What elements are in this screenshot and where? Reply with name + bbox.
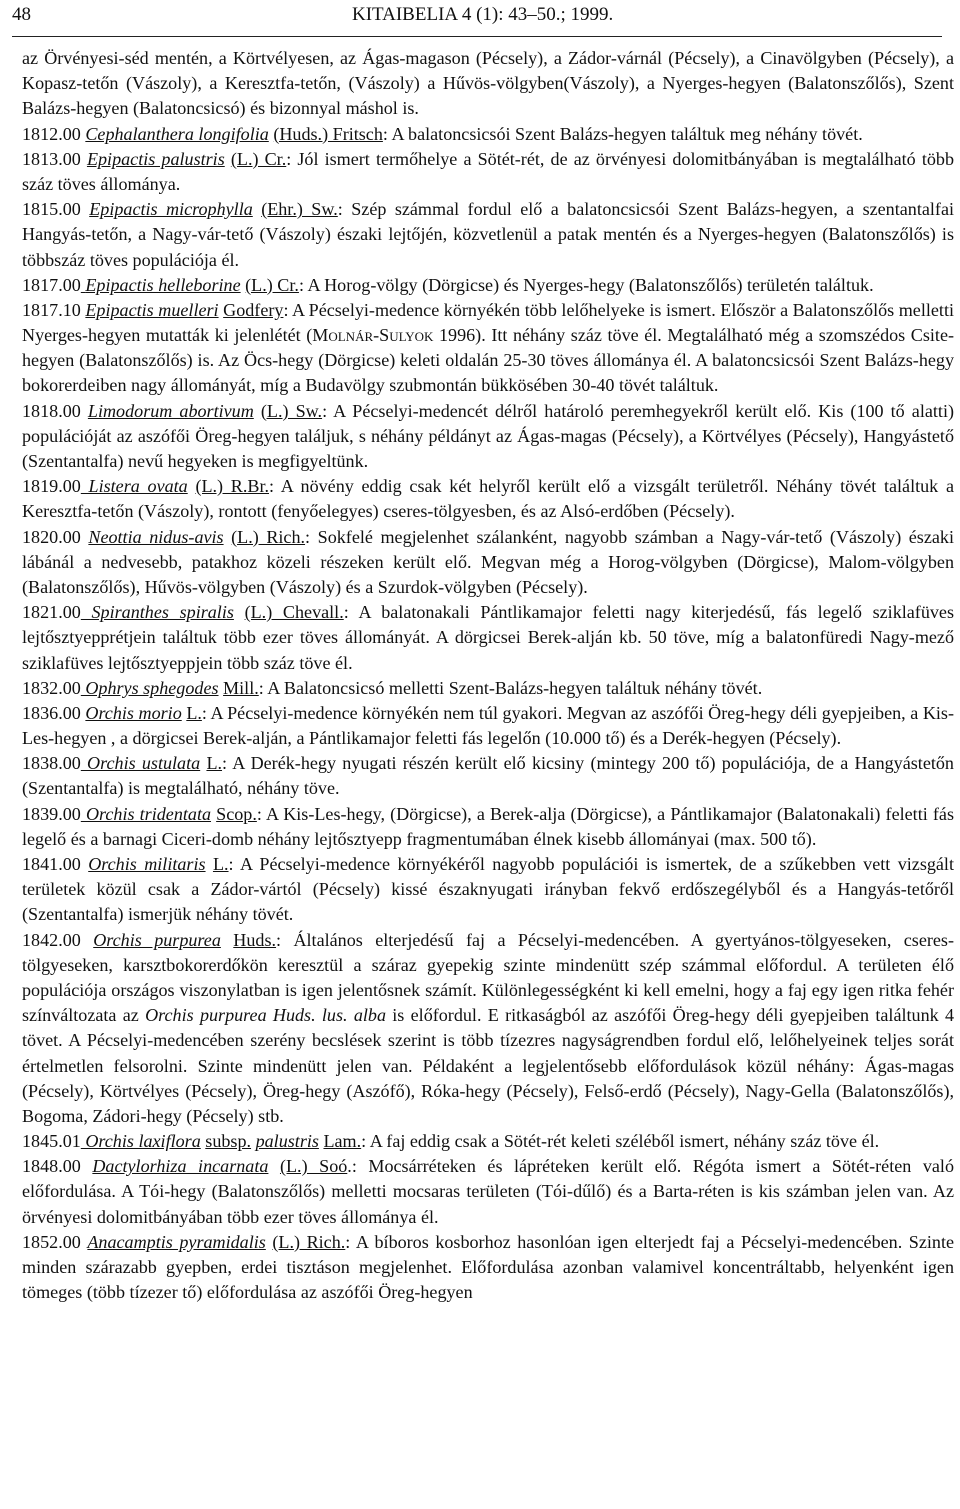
species-entry — [22, 1230, 954, 1306]
species-entry — [22, 600, 954, 676]
species-entry — [22, 474, 954, 524]
species-entry — [22, 399, 954, 475]
species-name: Epipactis palustris — [86, 148, 225, 169]
entry-code: 1845.01 — [22, 1131, 81, 1152]
entry-text: : A balatonakali Pántlikamajor feletti nagy kiterjedésű, fás legelő sziklafüves lejtősztyepprétjein találtuk több ezer töves állományát. A dörgicsei Berek-alján kb. 50 töve, míg a balatonfüredi Nagy-mező sziklafüves lejtősztyeppjein több száz töve él. — [22, 602, 954, 673]
species-entry — [22, 1129, 954, 1154]
species-author: (L.) R.Br. — [195, 476, 269, 497]
species-name: Orchis morio — [85, 702, 182, 723]
entry-text: .: Mocsárréteken és lápréteken került elő. Régóta ismert a Sötét-réten való előfordulása. A Tói-hegy (Balatonszőlős) melletti mocsaras területen (Tói-dűlő) és a Barta-réten is kis számban jelen van. Az örvényesi dolomitbányában több ezer töves állománya él. — [22, 1156, 955, 1227]
entry-code: 1838.00 — [22, 753, 81, 774]
species-author: Huds. — [233, 929, 277, 950]
entry-text: : A Kis-Les-hegy, (Dörgicse), a Berek-alja (Dörgicse), a Pántlikamajor (Balatonakali) feletti fás legelő és a barnagi Ciceri-domb néhány lejtősztyepp fragmentumában élnek kisebb állományai (max. 500 tő). — [22, 803, 954, 849]
page-number: 48 — [12, 4, 31, 25]
species-name: Epipactis helleborine — [85, 274, 241, 295]
entry-text: : Jól ismert termőhelye a Sötét-rét, de az örvényesi dolomitbányában is megtalálható több száz töves állománya. — [22, 148, 954, 194]
species-name: Orchis purpurea — [93, 929, 221, 950]
entry-text: : A Pécselyi-medence környékéről nagyobb populációi is ismertek, de a szűkebben vett vizsgált területek közül csak a Zádor-vártól (Pécsely) kissé északnyugati irányban fekvő erdőszegélyből és a Hangyás-tetőről (Szentantalfa) ismerjük néhány tövét. — [22, 854, 954, 925]
species-entry — [22, 852, 954, 928]
species-author: (L.) Soó — [279, 1156, 348, 1177]
species-author: Scop. — [216, 803, 257, 824]
entry-code: 1817.00 — [22, 274, 81, 295]
page-header — [12, 0, 942, 37]
entry-code: 1815.00 — [22, 199, 81, 220]
entry-text: : A Pécselyi-medence környékén nem túl gyakori. Megvan az aszófői Öreg-hegy déli gyepjeiben, a Kis-Les-hegyen , a dörgicsei Berek-alján, a Pántlikamajor feletti fás legelőn (10.000 tő) és a Derék-hegyen (Pécsely). — [22, 702, 954, 749]
species-author: (L.) Cr. — [230, 148, 287, 169]
entry-code: 1841.00 — [22, 854, 81, 874]
species-name: Orchis ustulata — [80, 753, 201, 774]
species-name: Orchis tridentata — [80, 803, 212, 824]
entry-code: 1832.00 — [22, 677, 81, 698]
entry-text: : Szép számmal fordul elő a balatoncsicsói Szent Balázs-hegyen, a szentantalfai Hangyás-tetőn, a Nagy-vár-tető (Vászoly) északi lejtőjén, közvetlenül a patak mentén és a Nyerges-hegyen (Balatonszőlős) is többszáz töves populációja él. — [22, 199, 955, 270]
entry-text-continued: is előfordul. E ritkaságból az aszófői Öreg-hegy déli gyepjeiben találtunk 4 tövet. A Pécselyi-medencében szerény becslések szerint is több tízezres nagyságrendben fordul elő, lelőhelyeinek teljes sorát értelmetlen felsorolni. Szinte mindenütt jelen van. Példaként a legjelentősebb előfordulások közül néhány: Ágas-magas (Pécsely), Körtvélyes (Pécsely), Öreg-hegy (Aszófő), Róka-hegy (Pécsely), Felső-erdő (Pécsely), Nagy-Gella (Balatonszőlős), Bogoma, Zádori-hegy (Pécsely) stb. — [22, 1005, 955, 1126]
species-author: L. — [186, 702, 202, 723]
species-author: (L.) Rich. — [231, 526, 306, 547]
species-name: Limodorum abortivum — [87, 400, 254, 421]
article-body — [22, 46, 954, 1305]
journal-reference: KITAIBELIA 4 (1): 43–50.; 1999. — [352, 4, 614, 25]
entry-text: : Általános elterjedésű faj a Pécselyi-medencében. A gyertyános-tölgyeseken, cseres-tölgyeseken, karsztbokorerdőkön keresztül a száraz gyepekig szinte mindenütt szép számmal előfordul. A területen élő populációja országos viszonylatban is igen jelentősnek számít. Különlegességként ki kell emelni, hogy a faj egy igen ritka fehér színváltozata az — [22, 929, 954, 1026]
entry-text: : A Pécselyi-medencét délről határoló peremhegyekről került elő. Kis (100 tő alatti) populációját az aszófői Öreg-hegyen találjuk, s néhány példányt az Ágas-magas (Pécsely), a Körtvélyes (Pécsely), Hangyástető (Szentantalfa) nevű hegyeken is megfigyeltünk. — [22, 400, 954, 471]
entry-code: 1836.00 — [22, 702, 81, 723]
species-author: Lam. — [323, 1131, 362, 1152]
species-entry — [22, 197, 954, 273]
entry-code: 1821.00 — [22, 602, 81, 623]
species-author: Godfery — [223, 299, 284, 320]
species-author: Mill. — [223, 677, 259, 698]
species-name: Dactylorhiza incarnata — [92, 1156, 269, 1177]
species-name: Orchis militaris — [88, 854, 206, 874]
species-name: Epipactis microphylla — [89, 199, 253, 220]
species-entry — [22, 751, 954, 801]
entry-text: : A Horog-völgy (Dörgicse) és Nyerges-hegy (Balatonszőlős) területén találtuk. — [298, 274, 874, 295]
species-entry — [22, 273, 954, 298]
species-author: (L.) Cr. — [245, 274, 299, 295]
entry-code: 1820.00 — [22, 526, 81, 547]
species-entry — [22, 525, 954, 601]
entry-text: : Sokfelé megjelenhet szálanként, nagyobb számban a Nagy-vár-tető (Vászoly) északi lábánál a nedvesebb, patakhoz közeli részeken került elő. Megvan még a Horog-völgyben (Dörgicse), Malom-völgyben (Balatonszőlős), Hűvös-völgyben (Vászoly) és a Szurdok-völgyben (Pécsely). — [22, 526, 954, 597]
entry-text: : A növény eddig csak két helyről került elő a vizsgált területről. Néhány tövét találtuk a Keresztfa-tetőn (Vászoly), rontott (fenyőelegyes) cseres-tölgyesben, és az Alsó-erdőben (Pécsely). — [22, 476, 954, 522]
inline-species-name: Orchis purpurea Huds. lus. alba — [145, 1005, 386, 1026]
entry-text-continued: 1996). Itt néhány száz töve él. Megtalálható még a szomszédos Csite-hegyen (Balatonszőlős) is. Az Öcs-hegy (Dörgicse) keleti oldalán 25-30 töves állománya él. A balatoncsicsói Szent Balázs-hegy bokorerdeiben nagy állományát, míg a Budavölgy szubmontán bükkösében 30-40 tövét találtuk. — [22, 325, 955, 396]
species-name: Spiranthes spiralis — [80, 602, 234, 623]
species-author: L. — [206, 753, 223, 774]
species-author: (Ehr.) Sw. — [261, 199, 338, 220]
species-entry — [22, 928, 954, 1130]
intro-paragraph: az Örvényesi-séd mentén, a Körtvélyesen, az Ágas-magason (Pécsely), a Zádor-várnál (Pécsely), a Cinavölgyben (Pécsely), a Kopasz-tetőn (Vászoly), a Keresztfa-tetőn, (Vászoly) a Hűvös-völgyben(Vászoly), a Nyerges-hegyen (Balatonszőlős), Szent Balázs-hegyen (Balatoncsicsó) és bizonnyal máshol is. — [22, 48, 954, 119]
entry-code: 1812.00 — [22, 123, 81, 144]
subspecies-name: palustris — [255, 1131, 319, 1152]
species-name: Epipactis muelleri — [85, 299, 219, 320]
species-entry — [22, 1154, 954, 1230]
species-author: (L.) Sw. — [260, 400, 323, 421]
species-entry — [22, 802, 954, 852]
subspecies-marker: subsp. — [205, 1131, 252, 1152]
species-entry — [22, 298, 954, 399]
species-author: (L.) Rich. — [272, 1231, 346, 1252]
species-name: Orchis laxiflora — [80, 1131, 201, 1152]
entry-code: 1817.10 — [22, 299, 81, 320]
entry-code: 1818.00 — [22, 400, 81, 421]
entry-code: 1813.00 — [22, 148, 81, 169]
species-name: Listera ovata — [80, 476, 188, 497]
entry-code: 1819.00 — [22, 476, 81, 497]
species-author: (L.) Chevall. — [244, 602, 344, 623]
species-entry — [22, 147, 954, 197]
entry-text: : A Pécselyi-medence környékén több lelőhelyeke is ismert. Először a Balatonszőlős melletti Nyerges-hegyen mutatták ki jelenlétét ( — [22, 299, 955, 346]
species-entry — [22, 676, 954, 701]
species-name: Cephalanthera longifolia — [85, 123, 269, 144]
entry-code: 1842.00 — [22, 929, 81, 950]
species-author: L. — [212, 854, 229, 874]
species-entry — [22, 701, 954, 751]
species-name: Neottia nidus-avis — [88, 526, 224, 547]
citation-authors: Molnár-Sulyok — [312, 325, 434, 346]
entry-text: : A balatoncsicsói Szent Balázs-hegyen találtuk meg néhány tövét. — [382, 123, 863, 144]
entry-text: : A bíboros kosborhoz hasonlóan igen elterjedt faj a Pécselyi-medencében. Szinte minden szárazabb gyepben, erdei tisztáson megjelenhet. Előfordulása azonban valamivel koncentráltabb, helyenként igen tömeges (több tízezer tő) előfordulása az aszófői Öreg-hegyen — [22, 1231, 954, 1303]
species-name: Anacamptis pyramidalis — [87, 1231, 266, 1252]
species-entry — [22, 122, 954, 147]
species-author: (Huds.) Fritsch — [273, 123, 383, 144]
entry-text: : A Balatoncsicsó melletti Szent-Balázs-hegyen találtuk néhány tövét. — [258, 677, 763, 698]
entry-code: 1839.00 — [22, 803, 81, 824]
entry-code: 1848.00 — [22, 1156, 81, 1177]
entry-text: : A faj eddig csak a Sötét-rét keleti széléből ismert, néhány száz töve él. — [361, 1131, 880, 1152]
species-name: Ophrys sphegodes — [80, 677, 219, 698]
entry-text: : A Derék-hegy nyugati részén került elő kicsiny (mintegy 200 tő) populációja, de a Hangyástetőn (Szentantalfa) is megtalálható, néhány töve. — [22, 753, 954, 799]
entry-code: 1852.00 — [22, 1231, 81, 1252]
